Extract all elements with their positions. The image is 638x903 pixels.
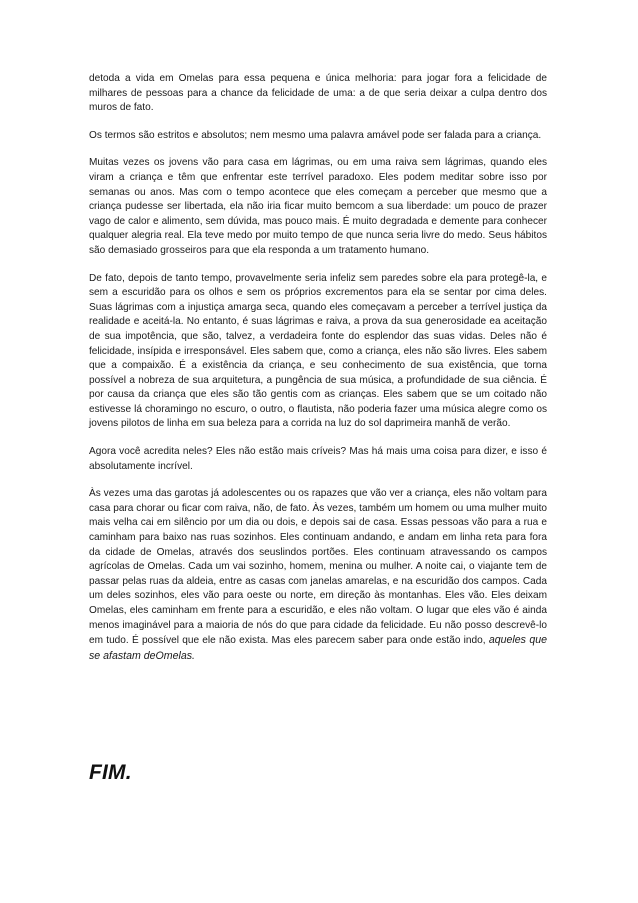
paragraph-5: Agora você acredita neles? Eles não estão mais críveis? Mas há mais uma coisa para dizer, e isso é absolutamente incrível. (89, 446, 547, 472)
paragraph-6 (89, 487, 547, 664)
paragraph-6-text: Às vezes uma das garotas já adolescentes ou os rapazes que vão ver a criança, eles não voltam para casa para chorar ou ficar com raiva, não, de fato. Às vezes, também um homem ou uma mulher muito mais velha cai em silêncio por um dia ou dois, e depois sai de casa. Essas pessoas vão para a rua e caminham para baixo nas ruas sozinhos. Eles continuam andando, e andam em linha reta para fora da cidade de Omelas, através dos seuslindos portões. Eles continuam atravessando os campos agrícolas de Omelas. Cada um vai sozinho, homem, menina ou mulher. A noite cai, o viajante tem de passar pelas ruas da aldeia, entre as casas com janelas amarelas, e na escuridão dos campos. Cada um deles sozinhos, eles vão para oeste ou norte, em direção às montanhas. Eles vão. Eles deixam Omelas, eles caminham em frente para a escuridão, e eles não voltam. O lugar que eles vão é ainda menos imaginável para a maioria de nós do que para cidade da felicidade. Eu não posso descrevê-lo em tudo. É possível que ele não exista. Mas eles parecem saber para onde estão indo, (89, 488, 547, 647)
paragraph-2: Os termos são estritos e absolutos; nem mesmo uma palavra amável pode ser falada para a criança. (89, 129, 542, 141)
paragraph-3: Muitas vezes os jovens vão para casa em lágrimas, ou em uma raiva sem lágrimas, quando eles viram a criança e têm que enfrentar este terrível paradoxo. Eles podem meditar sobre isso por semanas ou anos. Mas com o tempo acontece que eles começam a perceber que mesmo que a criança pudesse ser libertada, ela não iria ficar muito bemcom a sua liberdade: um pouco de prazer vago de calor e alimento, sem dúvida, mas pouco mais. É muito degradada e demente para conhecer qualquer alegria real. Ela teve medo por muito tempo de que nunca seria livre do medo. Seus hábitos são demasiado grosseiros para que ela responda a um tratamento humano. (89, 157, 547, 256)
paragraph-1: detoda a vida em Omelas para essa pequena e única melhoria: para jogar fora a felicidade de milhares de pessoas para a chance da felicidade de uma: a de que seria deixar a culpa dentro dos muros de fato. (89, 73, 547, 114)
paragraph-4: De fato, depois de tanto tempo, provavelmente seria infeliz sem paredes sobre ela para protegê-la, e sem a escuridão para os olhos e sem os próprios excrementos para ela se sentar por cima deles. Suas lágrimas com a injustiça amarga seca, quando eles começavam a perceber a terrível justiça da realidade e aceitá-la. No entanto, é suas lágrimas e raiva, a prova da sua generosidade ea aceitação de sua impotência, que são, talvez, a verdadeira fonte do esplendor das suas vidas. Deles não é felicidade, insípida e irresponsável. Eles sabem que, como a criança, eles não são livres. Eles sabem que a compaixão. É a existência da criança, e seu conhecimento de sua existência, que torna possível a nobreza de sua arquitetura, a pungência de sua música, a profundidade de sua ciência. É por causa da criança que eles são tão gentis com as crianças. Eles sabem que se um coitado não estivesse lá choramingo no escuro, o outro, o flautista, não poderia fazer uma música alegre como os jovens pilotos de linha em sua beleza para a corrida na luz do sol daprimeira manhã de verão. (89, 272, 547, 430)
closing-title: FIM. (89, 761, 132, 784)
paragraph-6-italic-ending: aqueles que se afastam deOmelas. (89, 634, 547, 662)
document-body (89, 72, 547, 677)
